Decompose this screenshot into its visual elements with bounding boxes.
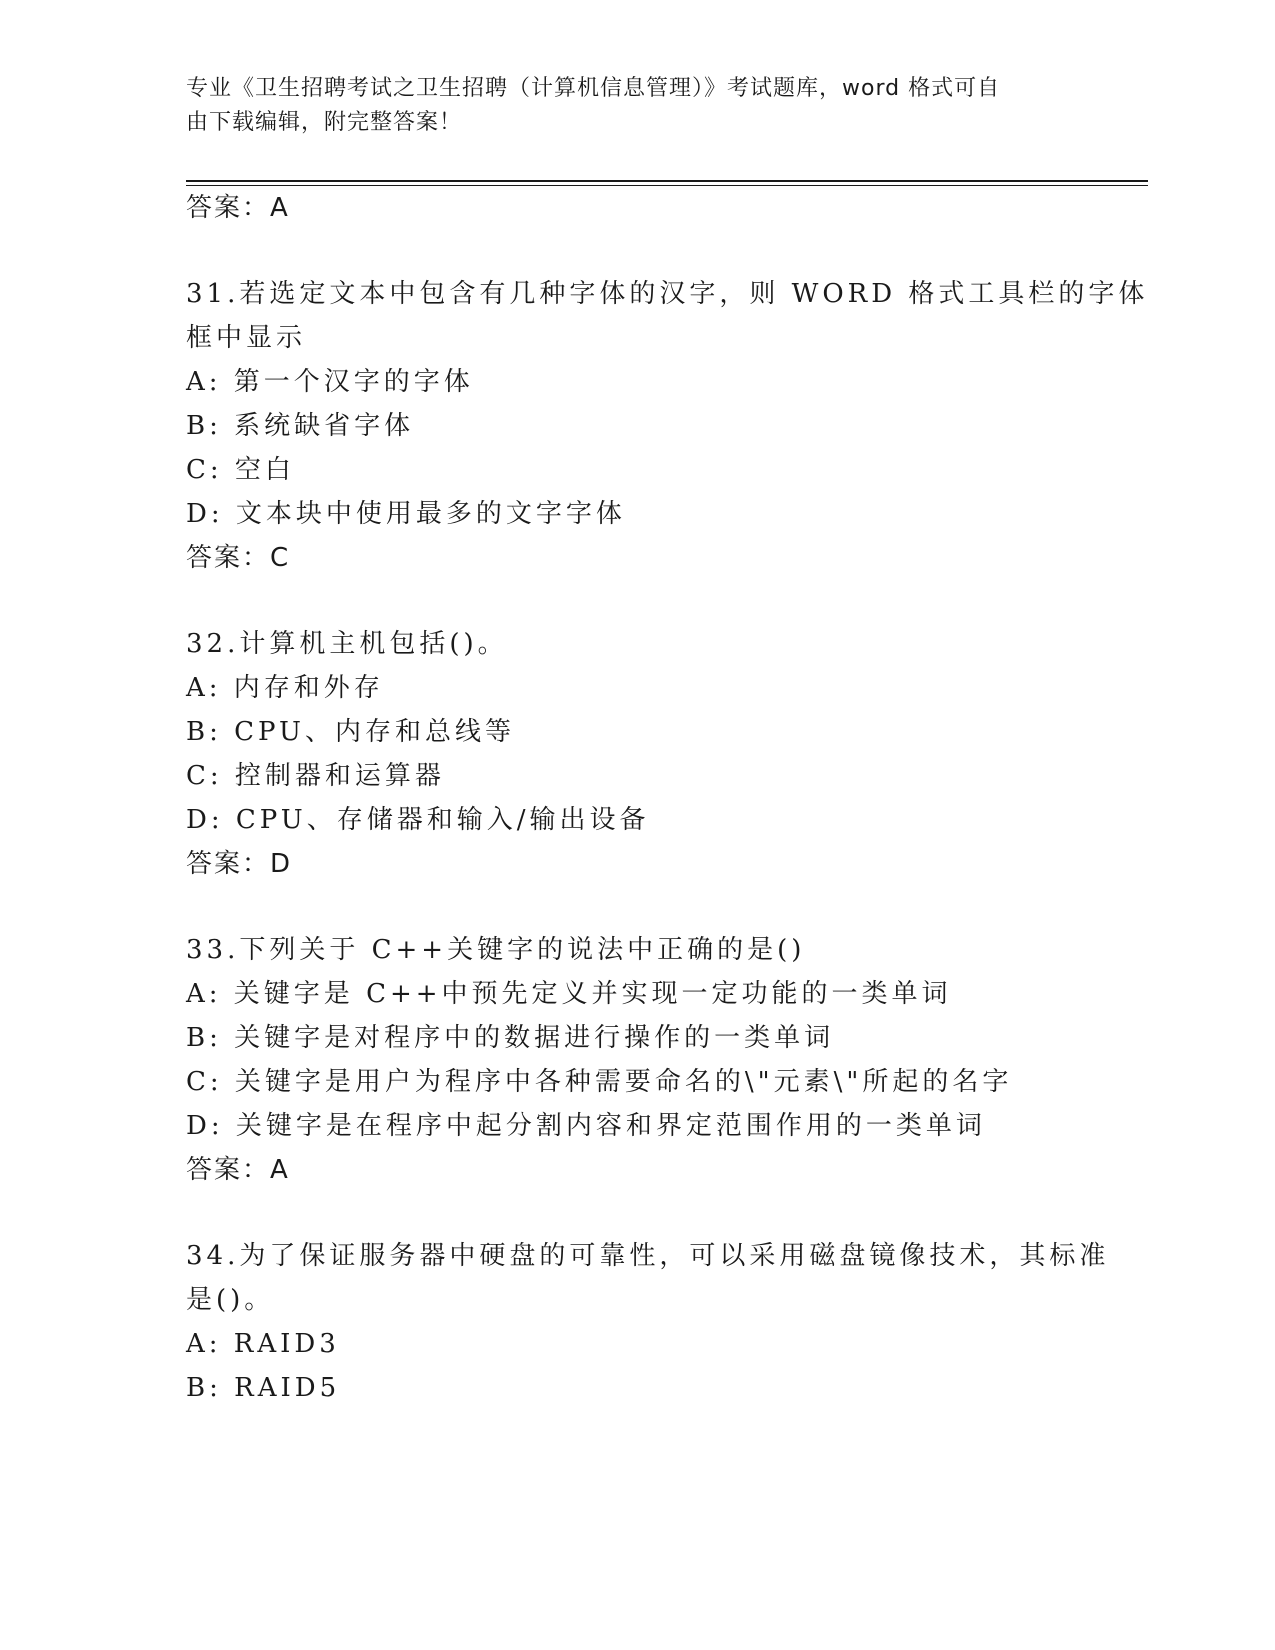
question-33-option-c: C: 关键字是用户为程序中各种需要命名的\"元素\"所起的名字 xyxy=(186,1067,1013,1097)
question-31-option-b: B: 系统缺省字体 xyxy=(186,411,415,441)
question-31-stem-line1: 31.若选定文本中包含有几种字体的汉字，则 WORD 格式工具栏的字体 xyxy=(186,279,1149,309)
header-line-1: 专业《卫生招聘考试之卫生招聘（计算机信息管理）》考试题库，word 格式可自 xyxy=(186,76,1001,101)
question-33-option-d: D: 关键字是在程序中起分割内容和界定范围作用的一类单词 xyxy=(186,1111,986,1141)
question-34-option-a: A: RAID3 xyxy=(186,1329,340,1359)
question-33-stem-line1: 33.下列关于 C++关键字的说法中正确的是() xyxy=(186,935,806,965)
question-31-option-a: A: 第一个汉字的字体 xyxy=(186,367,474,397)
question-31-option-c: C: 空白 xyxy=(186,455,295,485)
question-32-option-c: C: 控制器和运算器 xyxy=(186,761,445,791)
question-32-answer: 答案：D xyxy=(186,849,293,879)
header-line-2: 由下载编辑，附完整答案！ xyxy=(186,110,463,135)
question-33-option-a: A: 关键字是 C++中预先定义并实现一定功能的一类单词 xyxy=(186,979,952,1009)
header-divider-thin xyxy=(186,185,1148,186)
question-34-stem-line1: 34.为了保证服务器中硬盘的可靠性，可以采用磁盘镜像技术，其标准 xyxy=(186,1241,1110,1271)
question-32-option-a: A: 内存和外存 xyxy=(186,673,384,703)
question-31-option-d: D: 文本块中使用最多的文字字体 xyxy=(186,499,626,529)
question-32-option-b: B: CPU、内存和总线等 xyxy=(186,717,515,747)
question-34-option-b: B: RAID5 xyxy=(186,1373,341,1403)
answer-previous: 答案：A xyxy=(186,193,290,223)
question-33-option-b: B: 关键字是对程序中的数据进行操作的一类单词 xyxy=(186,1023,835,1053)
question-32-stem-line1: 32.计算机主机包括()。 xyxy=(186,629,508,659)
question-33-answer: 答案：A xyxy=(186,1155,290,1185)
header-divider-thick xyxy=(186,180,1148,182)
question-34-stem-line2: 是()。 xyxy=(186,1285,275,1315)
question-32-option-d: D: CPU、存储器和输入/输出设备 xyxy=(186,805,650,835)
question-31-answer: 答案：C xyxy=(186,543,291,573)
question-31-stem-line2: 框中显示 xyxy=(186,323,307,353)
document-header xyxy=(186,72,1066,140)
